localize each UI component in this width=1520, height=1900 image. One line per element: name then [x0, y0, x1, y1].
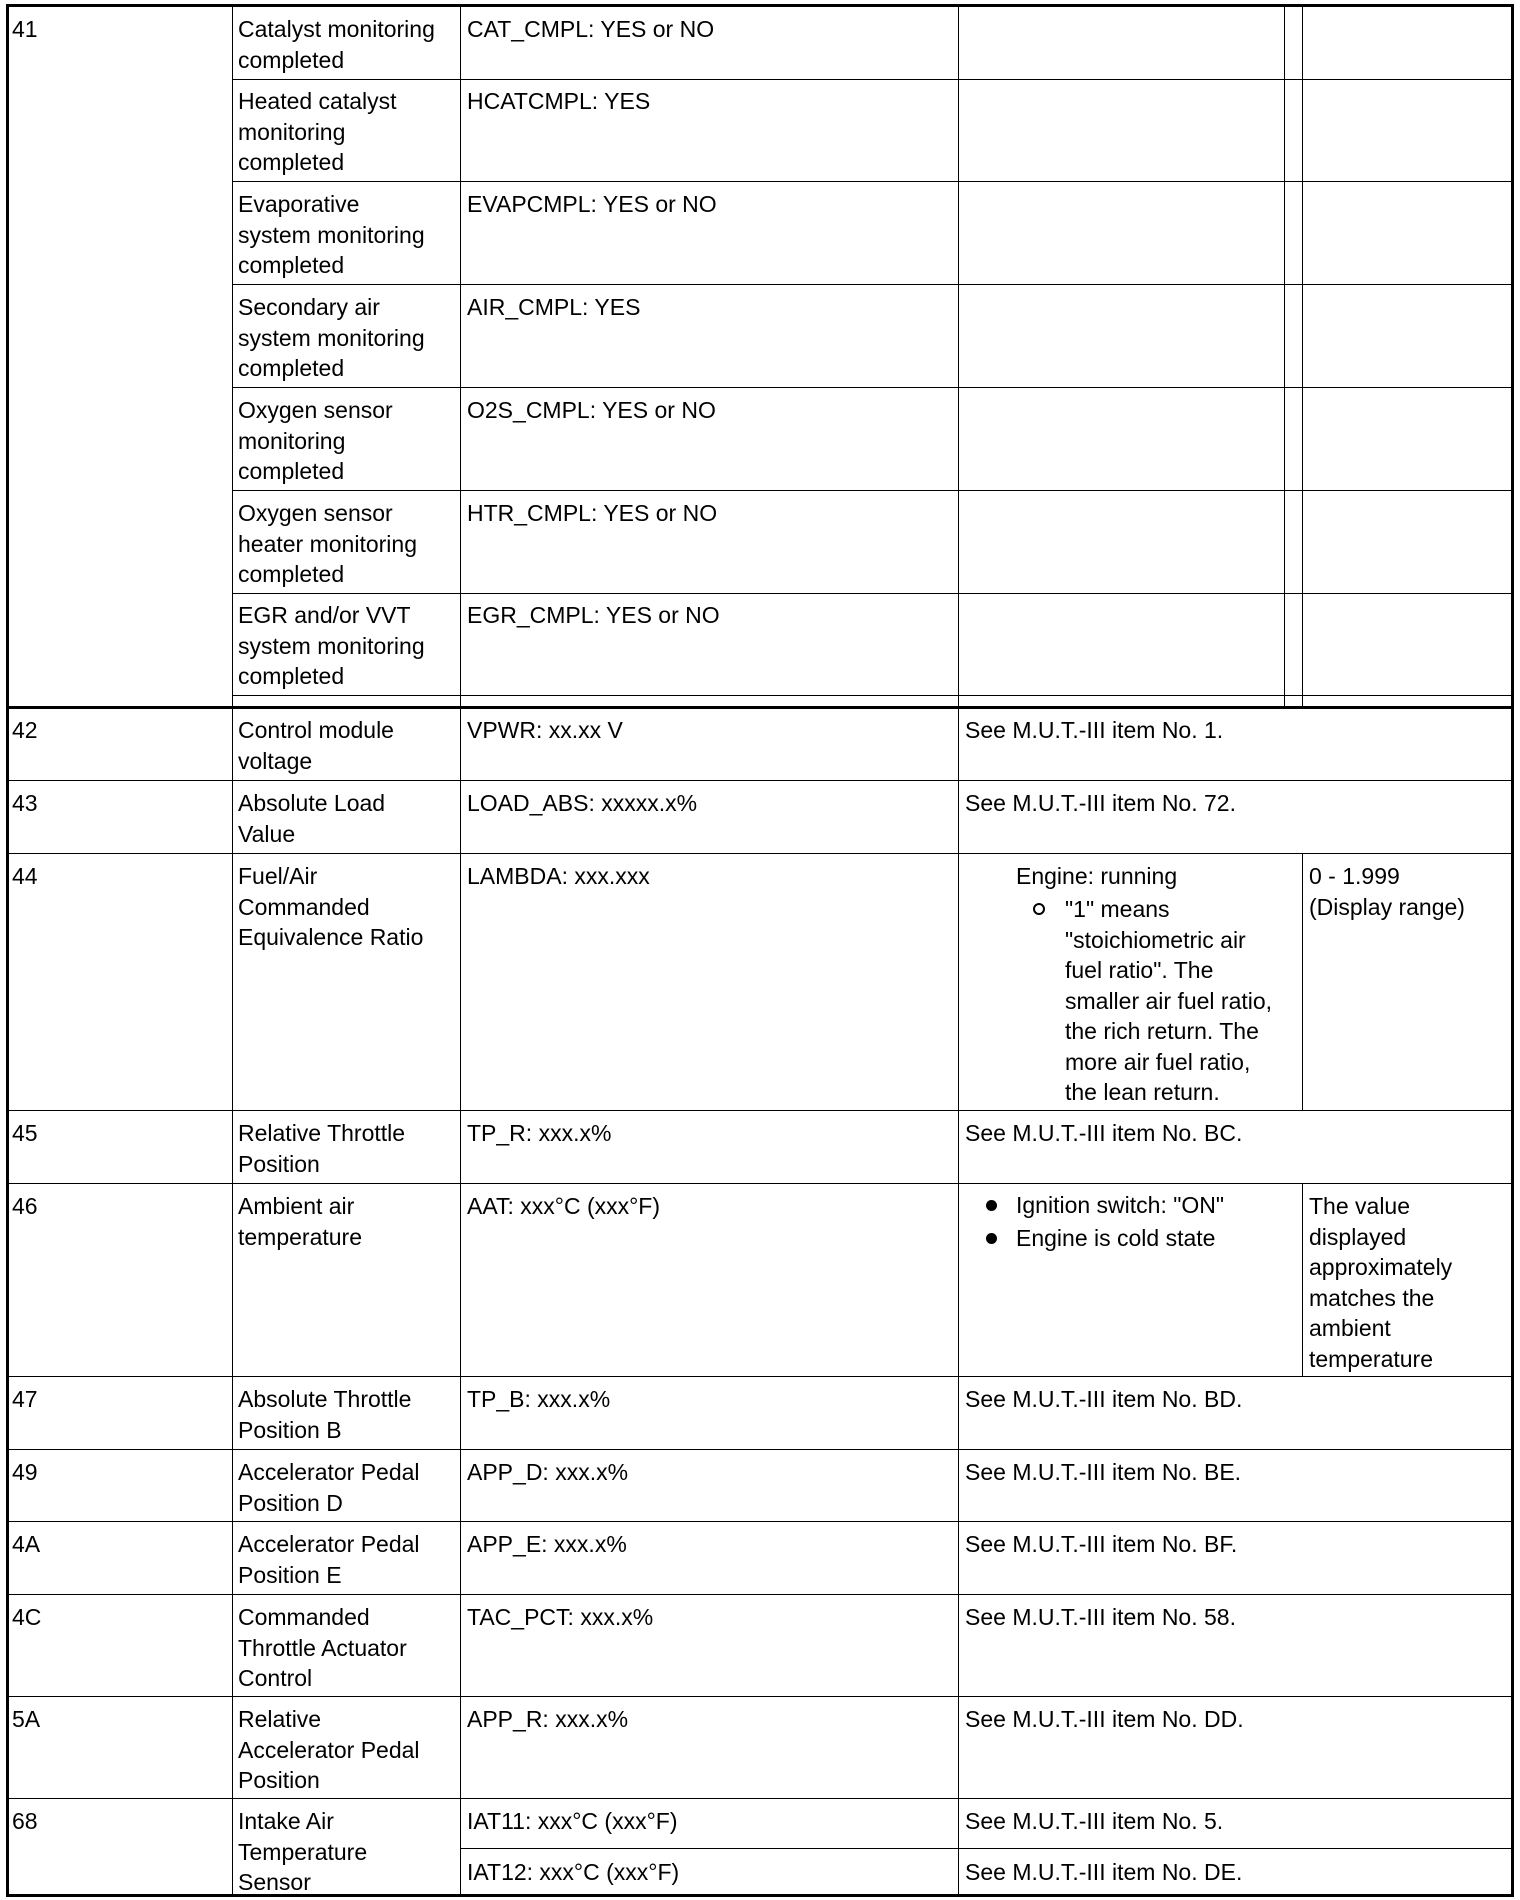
item-label: Absolute Throttle Position B — [238, 1386, 412, 1443]
col-divider — [958, 4, 959, 1897]
pid-cell: 4A — [12, 1531, 41, 1557]
data-item: IAT11: xxx°C (xxx°F) — [467, 1808, 678, 1834]
pid-cell: 41 — [12, 16, 38, 42]
item-label: Control module voltage — [238, 717, 394, 774]
col-divider — [1302, 1183, 1303, 1376]
item-label: Intake Air Temperature Sensor — [238, 1808, 368, 1895]
item-label: Absolute Load Value — [238, 790, 386, 847]
pid-cell: 47 — [12, 1386, 38, 1412]
item-label: Oxygen sensor monitoring completed — [238, 397, 393, 484]
reference-text: See M.U.T.-III item No. DD. — [965, 1706, 1244, 1732]
data-item: O2S_CMPL: YES or NO — [467, 397, 716, 423]
item-label: Oxygen sensor heater monitoring completed — [238, 500, 417, 587]
pid-cell: 42 — [12, 717, 38, 743]
item-label: Relative Throttle Position — [238, 1120, 406, 1177]
data-item: LAMBDA: xxx.xxx — [467, 863, 650, 889]
col-divider — [1302, 853, 1303, 1110]
bullet-icon — [986, 1200, 997, 1211]
pid-cell: 45 — [12, 1120, 38, 1146]
normal-condition: 0 - 1.999 (Display range) — [1309, 863, 1465, 920]
data-item: HTR_CMPL: YES or NO — [467, 500, 718, 526]
reference-text: See M.U.T.-III item No. BC. — [965, 1120, 1243, 1146]
pid-cell: 49 — [12, 1459, 38, 1485]
subrow-divider — [232, 695, 1514, 696]
normal-condition: The value displayed approximately matches the ambient temperature — [1309, 1193, 1453, 1372]
col-divider — [1284, 4, 1285, 707]
item-label: Catalyst monitoring completed — [238, 16, 435, 73]
data-item: EGR_CMPL: YES or NO — [467, 602, 720, 628]
data-item: APP_E: xxx.x% — [467, 1531, 627, 1557]
subrow-divider — [232, 79, 1514, 80]
data-item: AIR_CMPL: YES — [467, 294, 641, 320]
pid-cell: 5A — [12, 1706, 41, 1732]
data-item: TP_B: xxx.x% — [467, 1386, 611, 1412]
data-item: APP_R: xxx.x% — [467, 1706, 629, 1732]
col-divider — [232, 4, 233, 1897]
bullet-icon — [986, 1233, 997, 1244]
data-item: VPWR: xx.xx V — [467, 717, 623, 743]
item-label: Commanded Throttle Actuator Control — [238, 1604, 407, 1691]
item-label: Accelerator Pedal Position D — [238, 1459, 420, 1516]
data-item: HCATCMPL: YES — [467, 88, 651, 114]
reference-text: See M.U.T.-III item No. 58. — [965, 1604, 1236, 1630]
pid-cell: 43 — [12, 790, 38, 816]
pid-cell: 4C — [12, 1604, 42, 1630]
subrow-divider — [232, 490, 1514, 491]
check-condition: Engine is cold state — [1016, 1225, 1216, 1251]
item-label: Accelerator Pedal Position E — [238, 1531, 420, 1588]
reference-text: See M.U.T.-III item No. BE. — [965, 1459, 1242, 1485]
subrow-divider — [232, 387, 1514, 388]
item-label: Secondary air system monitoring completed — [238, 294, 425, 381]
subrow-divider — [232, 593, 1514, 594]
reference-text: See M.U.T.-III item No. 1. — [965, 717, 1224, 743]
item-label: Ambient air temperature — [238, 1193, 363, 1250]
item-label: EGR and/or VVT system monitoring completed — [238, 602, 425, 689]
data-item: AAT: xxx°C (xxx°F) — [467, 1193, 661, 1219]
data-item: CAT_CMPL: YES or NO — [467, 16, 715, 42]
subrow-divider — [232, 284, 1514, 285]
item-label: Relative Accelerator Pedal Position — [238, 1706, 420, 1793]
subrow-divider — [232, 181, 1514, 182]
reference-text: See M.U.T.-III item No. BD. — [965, 1386, 1243, 1412]
data-item: TAC_PCT: xxx.x% — [467, 1604, 654, 1630]
col-divider — [460, 4, 461, 1897]
check-condition: Engine: running — [1016, 863, 1178, 889]
item-label: Evaporative system monitoring completed — [238, 191, 425, 278]
subrow-divider — [460, 1848, 1514, 1849]
col-divider — [1302, 4, 1303, 707]
reference-text: See M.U.T.-III item No. BF. — [965, 1531, 1238, 1557]
circle-bullet-icon — [1033, 903, 1045, 915]
data-item: IAT12: xxx°C (xxx°F) — [467, 1859, 680, 1885]
pid-cell: 46 — [12, 1193, 38, 1219]
item-label: Heated catalyst monitoring completed — [238, 88, 397, 175]
data-item: APP_D: xxx.x% — [467, 1459, 629, 1485]
data-item: TP_R: xxx.x% — [467, 1120, 612, 1146]
check-condition: Ignition switch: "ON" — [1016, 1192, 1225, 1218]
reference-text: See M.U.T.-III item No. 5. — [965, 1808, 1224, 1834]
pid-cell: 44 — [12, 863, 38, 889]
reference-text: See M.U.T.-III item No. 72. — [965, 790, 1236, 816]
pid-cell: 68 — [12, 1808, 38, 1834]
data-item: EVAPCMPL: YES or NO — [467, 191, 717, 217]
reference-text: See M.U.T.-III item No. DE. — [965, 1859, 1243, 1885]
condition-note: "1" means "stoichiometric air fuel ratio". The smaller air fuel ratio, the rich return. The more air fuel ratio, the lean return. — [1065, 896, 1273, 1105]
data-item: LOAD_ABS: xxxxx.x% — [467, 790, 698, 816]
item-label: Fuel/Air Commanded Equivalence Ratio — [238, 863, 424, 950]
